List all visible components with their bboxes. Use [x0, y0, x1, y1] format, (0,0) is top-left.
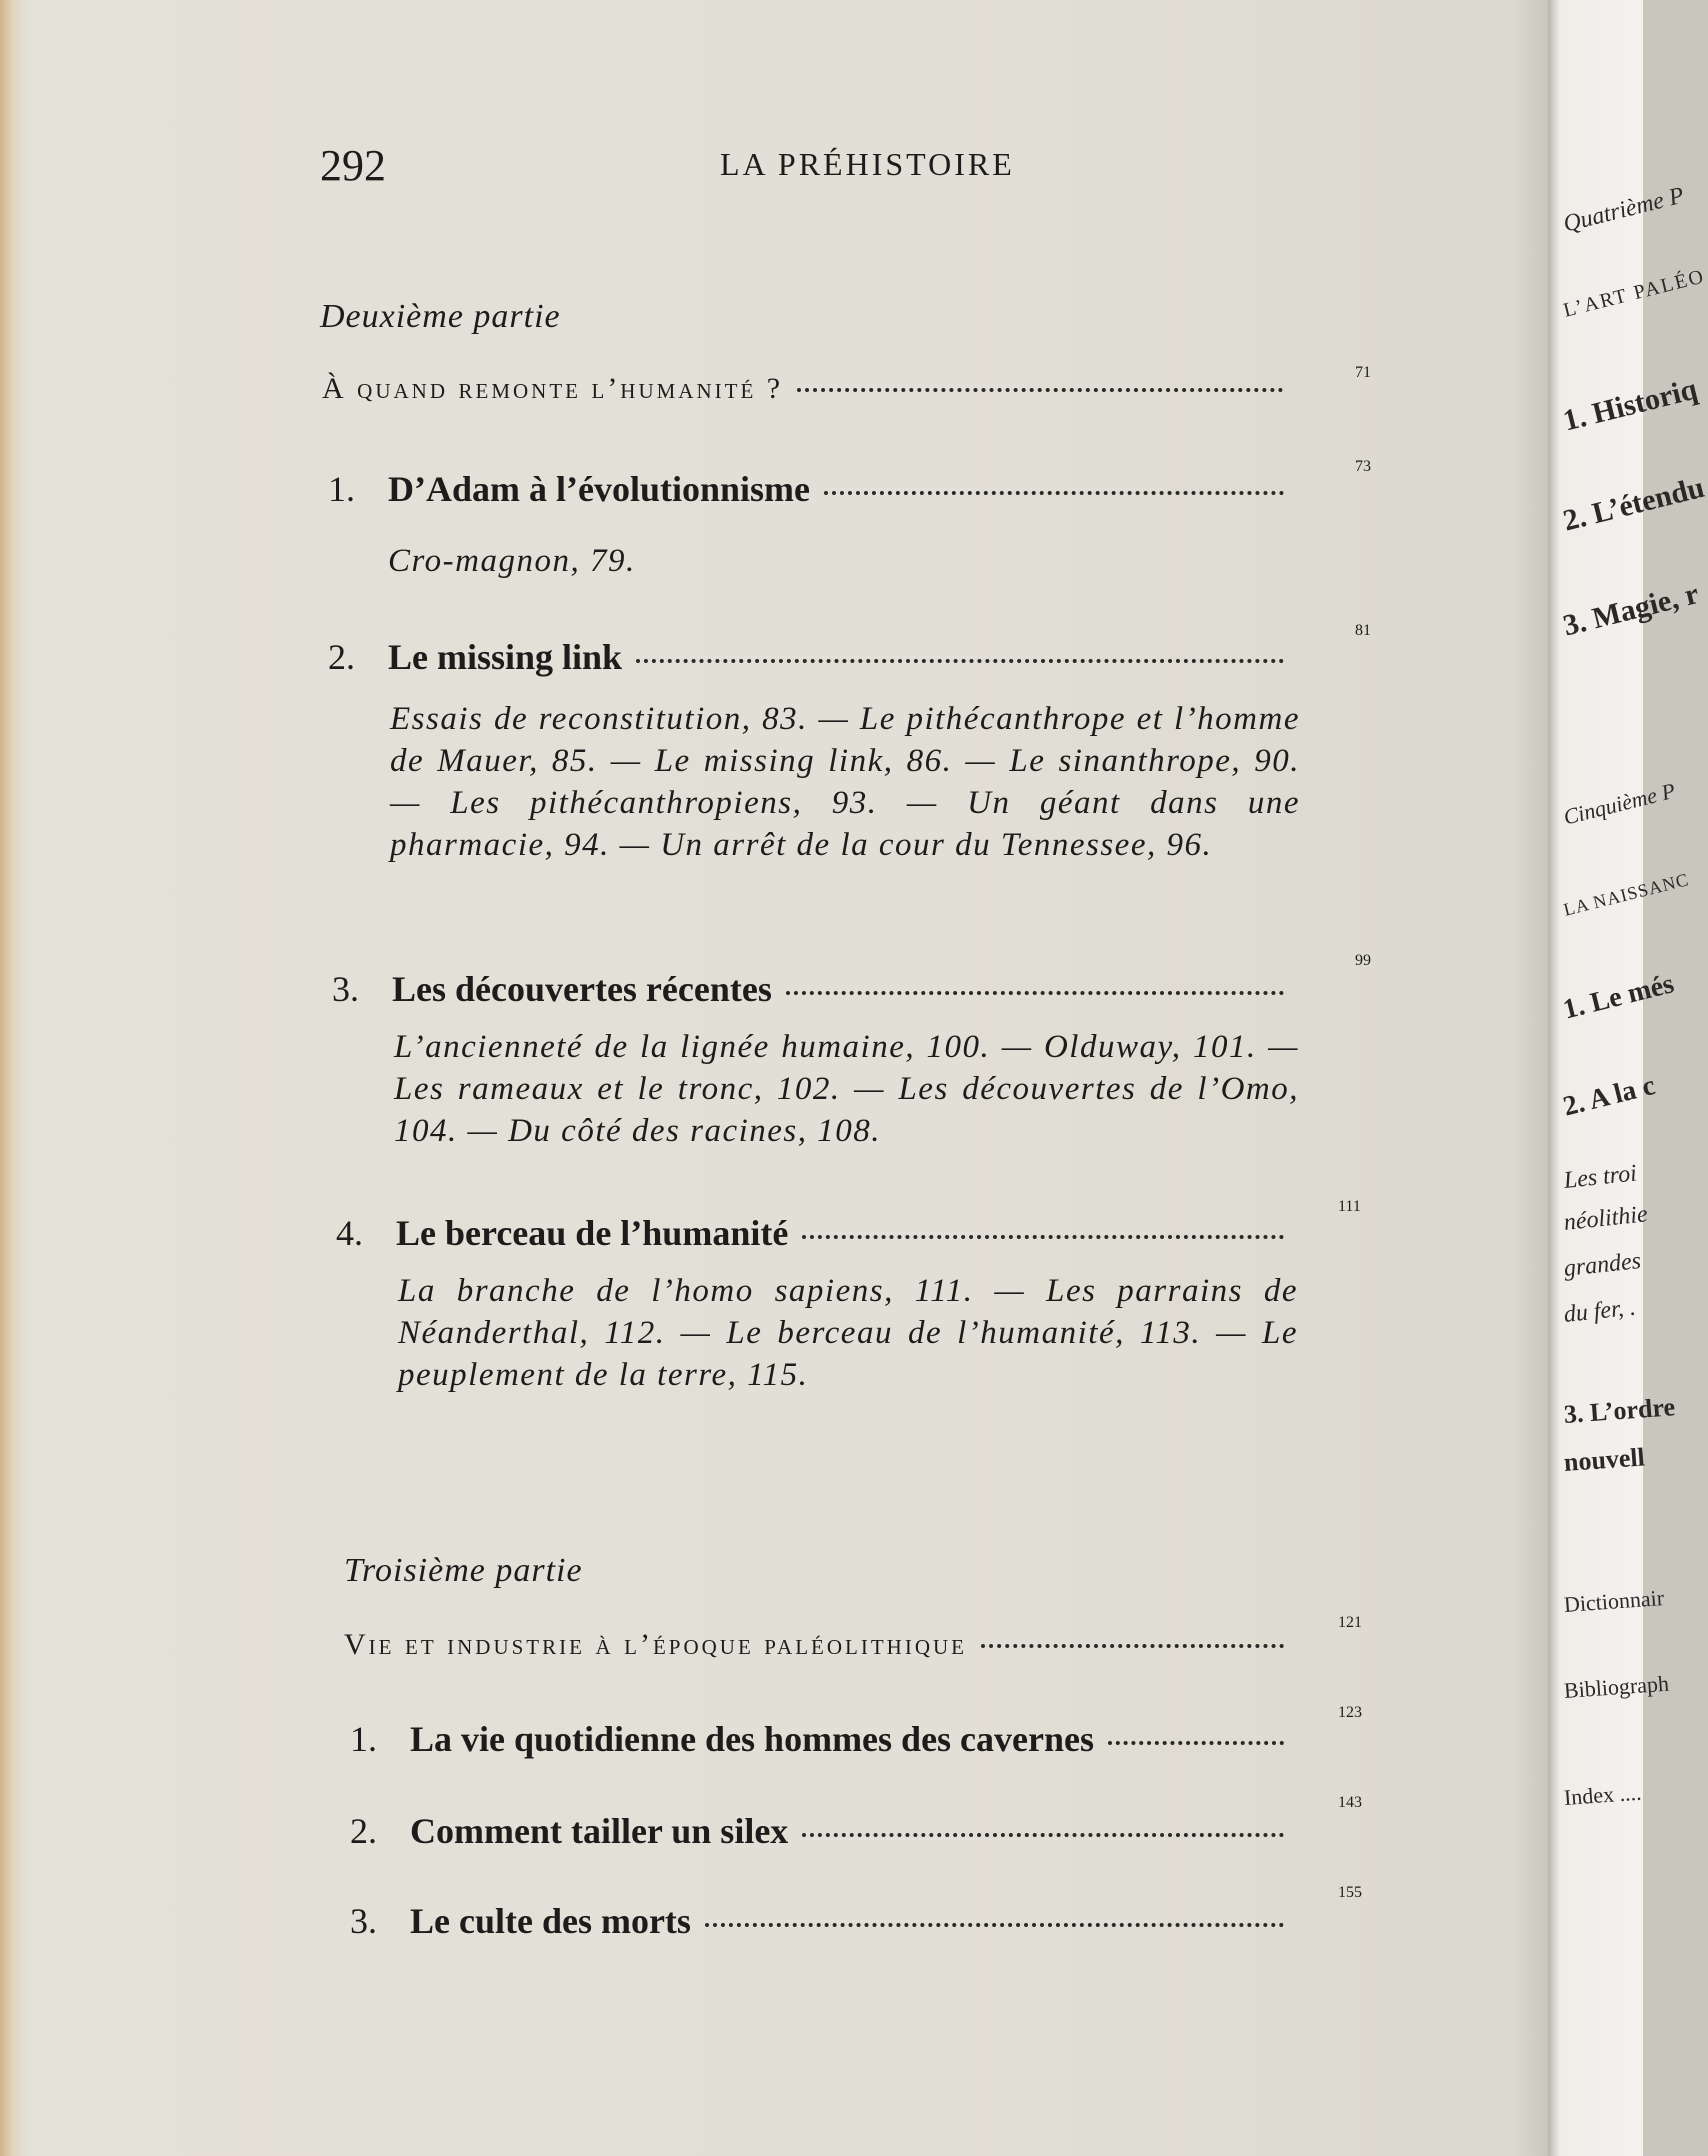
leader-dots [1108, 1741, 1284, 1745]
leader-dots [705, 1923, 1284, 1927]
facing-page-text: néolithie [1562, 1201, 1649, 1236]
chapter-row [332, 968, 1298, 1010]
chapter-title: Comment tailler un silex [410, 1811, 789, 1851]
part-title: À quand remonte l’humanité ? [322, 372, 784, 405]
chapter-title: D’Adam à l’évolutionnisme [388, 469, 810, 509]
part-title-row [344, 1628, 1298, 1662]
facing-page-text: 3. L’ordre [1562, 1392, 1676, 1429]
facing-page-text: nouvell [1562, 1442, 1646, 1477]
page-number: 292 [320, 141, 386, 190]
facing-page-text: LA NAISSANC [1561, 869, 1692, 920]
chapter-number: 3. [350, 1901, 377, 1941]
chapter-sections: Cro-magnon, 79. [388, 543, 636, 579]
chapter-row [350, 1810, 1298, 1852]
running-head: LA PRÉHISTOIRE [720, 146, 1015, 182]
chapter-number: 4. [336, 1213, 363, 1253]
facing-page-text: Quatrième P [1560, 182, 1687, 238]
chapter-number: 1. [350, 1719, 377, 1759]
chapter-row [328, 468, 1298, 510]
chapter-number: 2. [350, 1811, 377, 1851]
page-ref: 123 [1338, 1704, 1362, 1721]
facing-page-text: Index .... [1563, 1779, 1643, 1810]
facing-page-text: Dictionnair [1563, 1585, 1665, 1617]
facing-page-text: 3. Magie, r [1559, 577, 1703, 643]
chapter-row [350, 1718, 1298, 1760]
leader-dots [981, 1644, 1284, 1648]
page-ref: 143 [1338, 1794, 1362, 1811]
chapter-row [328, 636, 1298, 678]
page-ref: 71 [1355, 364, 1371, 381]
page-header [320, 140, 1395, 200]
page-ref: 99 [1355, 952, 1371, 969]
chapter-title: Le berceau de l’humanité [396, 1213, 789, 1253]
chapter-sections: La branche de l’homo sapiens, 111. — Les parrains de Néanderthal, 112. — Le berceau de l’humanité, 113. — Le peuplement de la terre, 115. [398, 1273, 1298, 1393]
page-ref: 81 [1355, 622, 1371, 639]
chapter-row [336, 1212, 1298, 1254]
chapter-sections: L’ancienneté de la lignée humaine, 100. — Olduway, 101. — Les rameaux et le tronc, 102. — Les découvertes de l’Omo, 104. — Du côté des racines, 108. [394, 1029, 1299, 1149]
chapter-sections: Essais de reconstitution, 83. — Le pithécanthrope et l’homme de Mauer, 85. — Le missing link, 86. — Le sinanthrope, 90. — Les pithécanthropiens, 93. — Un géant dans une pharmacie, 94. — Un arrêt de la cour du Tennessee, 96. [390, 701, 1300, 863]
page-ref: 121 [1338, 1614, 1362, 1631]
facing-page-text: 1. Le més [1560, 968, 1678, 1026]
facing-page-text: Cinquième P [1560, 777, 1678, 830]
chapter-title: La vie quotidienne des hommes des cavernes [410, 1719, 1094, 1759]
page-ref: 155 [1338, 1884, 1362, 1901]
facing-page-text: Bibliograph [1563, 1670, 1670, 1703]
facing-page-text: grandes [1562, 1247, 1643, 1282]
facing-page-text: du fer, . [1562, 1294, 1637, 1328]
chapter-title: Le missing link [388, 637, 623, 677]
part-title: Vie et industrie à l’époque paléolithique [344, 1628, 967, 1661]
part-title-row [322, 372, 1297, 406]
chapter-number: 3. [332, 969, 359, 1009]
page-ref: 111 [1338, 1198, 1361, 1215]
facing-page-text: Les troi [1562, 1160, 1639, 1194]
chapter-title: Les découvertes récentes [392, 969, 772, 1009]
leader-dots [802, 1235, 1284, 1239]
facing-page-text: 2. L’étendu [1559, 470, 1708, 538]
chapter-number: 1. [328, 469, 355, 509]
facing-page-text: 2. A la c [1560, 1069, 1659, 1123]
facing-page-edge [1548, 0, 1708, 2156]
leader-dots [636, 659, 1284, 663]
leader-dots [824, 491, 1284, 495]
part-label: Deuxième partie [320, 298, 561, 335]
page-ref: 73 [1355, 458, 1371, 475]
leader-dots [797, 388, 1283, 392]
leader-dots [802, 1833, 1284, 1837]
chapter-row [350, 1900, 1298, 1942]
facing-page-text: L’ART PALÉO [1561, 265, 1708, 322]
facing-page-text: 1. Historiq [1559, 372, 1701, 438]
leader-dots [786, 991, 1284, 995]
chapter-number: 2. [328, 637, 355, 677]
part-label: Troisième partie [344, 1552, 583, 1589]
chapter-title: Le culte des morts [410, 1901, 691, 1941]
